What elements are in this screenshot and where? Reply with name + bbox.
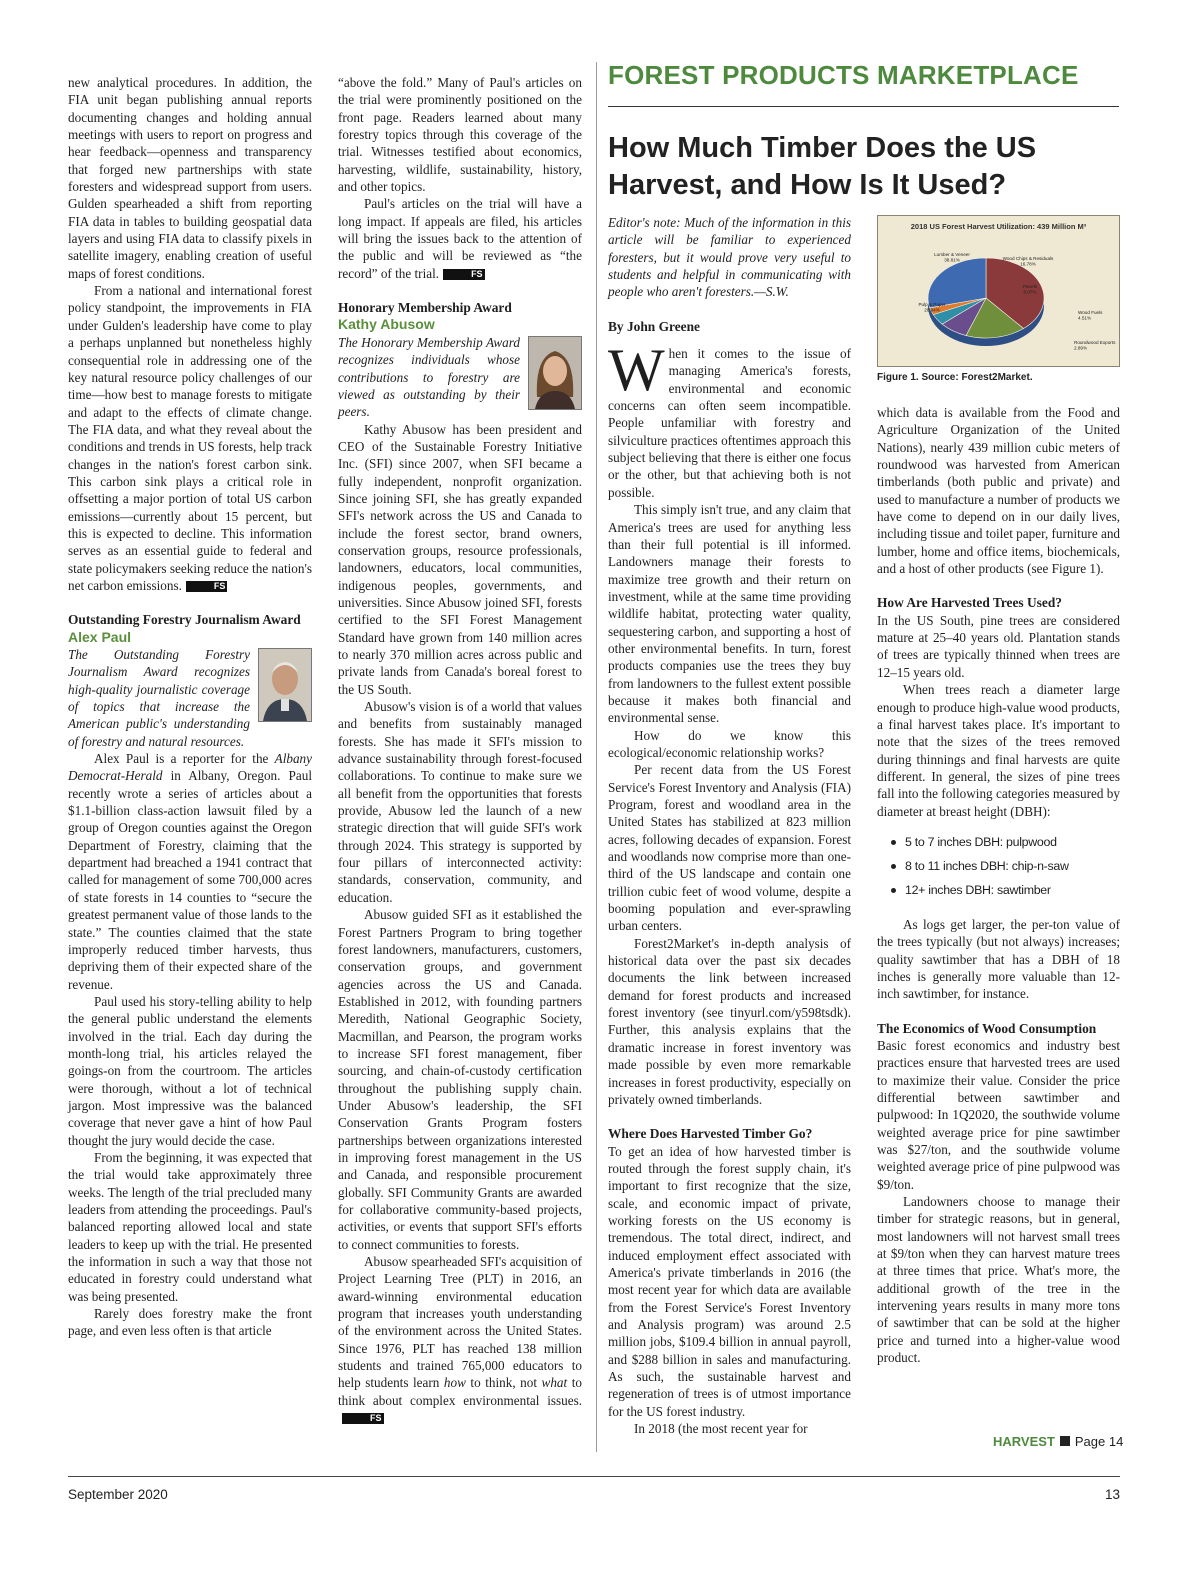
col1-paragraph: Alex Paul is a reporter for the Albany Democrat-Herald in Albany, Oregon. Paul recently wrote a series of articles about a $1.1-billion class-action lawsuit filed by a group of Oregon counties against the Oregon Department of Forestry, claiming that the department had breached a 1941 contract that called for management of some 700,000 acres of state forests in 14 counties to “secure the greatest permanent value of those lands to the state.” The counties claimed that the state improperly reduced timber harvests, thus depriving them of their expected share of the revenue. — [68, 751, 312, 992]
col2-paragraph: Abusow spearheaded SFI's acquisition of Project Learning Tree (PLT) in 2016, an award-winning environmental education program that increases youth understanding of the environment across the United States. Since 1976, PLT has reached 138 million students and trained 765,000 educators to help students learn how to think, not what to think about complex environmental issues.FS — [338, 1254, 582, 1424]
col2-paragraph: Paul's articles on the trial will have a long impact. If appeals are filed, his articles will bring the issues back to the attention of the public and will be reviewed as “the record” of the trial. FS — [338, 196, 582, 281]
col3-paragraph: How do we know this ecological/economic relationship works? — [608, 727, 851, 760]
subheading: How Are Harvested Trees Used? — [877, 595, 1062, 611]
kathy-abusow-photo — [528, 336, 582, 410]
chart-title: 2018 US Forest Harvest Utilization: 439 Million M³ — [910, 222, 1087, 231]
col4-paragraph: As logs get larger, the per-ton value of the trees typically (but not always) increases; quality sawtimber that has a DBH of 18 inches is generally more valuable than 12-inch sawtimber, for instance. — [877, 916, 1120, 1002]
subheading: The Economics of Wood Consumption — [877, 1020, 1097, 1036]
article-headline: How Much Timber Does the US Harvest, and How Is It Used? — [608, 132, 1037, 201]
col3-paragraph: In 2018 (the most recent year for — [634, 1421, 808, 1437]
list-item: 12+ inches DBH: sawtimber — [877, 878, 1120, 902]
footer-rule — [68, 1476, 1120, 1477]
col4-paragraph: Landowners choose to manage their timber for strategic reasons, but in general, most landowners will not harvest small trees at $9/ton when they can harvest mature trees at three times that price. What's more, the additional growth of the tree in the intervening years results in many more tons of sawtimber that can be sold at the higher price and turned into a higher-value wood product. — [877, 1194, 1120, 1366]
col1-paragraph: new analytical procedures. In addition, the FIA unit began publishing annual reports documenting changes and holding annual meetings with users to report on progress and hear feedback—openness and transparency that forged new partnerships with state foresters and widespread support from users. Gulden spearheaded a shift from reporting FIA data in tables to building geospatial data layers and using FIA data to classify pixels in satellite imagery, enabling creation of useful maps of forest conditions. — [68, 75, 312, 281]
pie-label: Pulp & Paper 28.94% — [918, 302, 946, 313]
alex-paul-photo — [258, 648, 312, 722]
pie-label: Wood Chips & Residuals 16.78% — [1002, 256, 1054, 267]
col1-paragraph: Rarely does forestry make the front page, and even less often is that article — [68, 1306, 312, 1339]
fs-end-mark: FS — [443, 269, 485, 280]
continue-section-label: HARVEST — [993, 1434, 1055, 1449]
harvest-utilization-chart — [877, 215, 1120, 367]
col3-paragraph: To get an idea of how harvested timber is routed through the forest supply chain, it's important to first recognize that the size, scale, and economic impact of private, working forests on the US economy is tremendous. The total direct, indirect, and induced employment effect associated with America's private timberlands in 2016 (the most recent year for which data are available from the Forest Service's Forest Inventory and Analysis program) was around 2.5 million jobs, $109.4 billion in annual payroll, and $288 billion in sales and manufacturing. As such, the sustainable harvest and regeneration of trees is of utmost importance for the US forest industry. — [608, 1143, 851, 1419]
editors-note: Editor's note: Much of the information in this article will be familiar to experienced foresters, but it would prove very useful to students and helpful in communicating with people who aren't foresters.—S.W. — [608, 215, 851, 300]
col3-paragraph: Forest2Market's in-depth analysis of historical data over the past six decades documents the link between increased demand for forest products and increased forest inventory (see tinyurl.com/y598tsdk). Further, this analysis explains that the dramatic increase in forest inventory was made possible by even more remarkable increases in forest productivity, especially on privately owned timberlands. — [608, 935, 851, 1107]
col3-paragraph: This simply isn't true, and any claim that America's trees are used for anything less than their full potential is ill informed. Landowners manage their forests to maximize tree growth and their return on investment, while at the same time providing wildlife habitat, protecting water quality, sequestering carbon, and supporting a host of other environmental benefits. In turn, forest products companies use the trees they buy from landowners to the fullest extent possible because it makes both financial and environmental sense. — [608, 502, 851, 726]
pie-label: Wood Fuels 4.51% — [1078, 310, 1103, 321]
col3-lead-paragraph: When it comes to the issue of managing America's forests, environmental and economic concerns can often seem incompatible. People unfamiliar with forestry and silviculture practices oftentimes approach this subject believing that there is either one focus or the other, but that achieving both is not possible. — [608, 337, 851, 500]
award-recipient-name: Kathy Abusow — [338, 316, 435, 333]
award-description: The Honorary Membership Award recognizes individuals whose contributions to forestry are viewed as outstanding by their peers. — [338, 334, 520, 420]
page-number: 13 — [1104, 1487, 1120, 1502]
award-recipient-name: Alex Paul — [68, 628, 132, 645]
col3-paragraph: Per recent data from the US Forest Service's Forest Inventory and Analysis (FIA) Program, forest and woodland area in the United States has stabilized at 823 million acres, following decades of expansion. Forest and woodlands now comprise more than one-third of the US landscape and contain one trillion cubic feet of wood volume, despite a booming population and ever-sprawling urban centers. — [608, 762, 851, 934]
continue-page-label: Page 14 — [1074, 1434, 1124, 1449]
pie-chart — [878, 216, 1119, 366]
fs-end-mark: FS — [186, 581, 228, 592]
column-4 — [877, 404, 1120, 1367]
pie-label: Roundwood Exports 2.89% — [1074, 340, 1116, 351]
col4-paragraph: When trees reach a diameter large enough to produce high-value wood products, a final harvest takes place. It's important to note that the sizes of the trees removed during thinnings and final harvests are quite different. In general, the sizes of pine trees fall into the following categories measured by diameter at breast height (DBH): — [877, 682, 1120, 819]
dbh-category-list — [877, 830, 1120, 902]
col2-paragraph: Abusow's vision is of a world that values and benefits from sustainably managed forests. She has made it SFI's mission to advance sustainability through forest-focused collaborations. To continue to make sure we all benefit from the opportunities that forests provide, Abusow led the launch of a new strategic direction that will guide SFI's work through 2024. This strategy is supported by four pillars of interconnected activity: standards, conservation, community, and education. — [338, 699, 582, 905]
fs-end-mark: FS — [342, 1413, 384, 1424]
col1-paragraph: Paul used his story-telling ability to help the general public understand the elements involved in the trial. Each day during the month-long trial, his articles relayed the goings-on from the courtroom. The articles were thorough, without a lot of technical jargon. Most impressive was the balanced coverage that never gave a hint of how Paul thought the jury would decide the case. — [68, 993, 312, 1148]
section-title-rule — [608, 106, 1119, 107]
award-heading: Honorary Membership Award — [338, 300, 512, 316]
col2-paragraph: “above the fold.” Many of Paul's articles on the trial were prominently positioned on the front page. Readers learned about many forestry topics through this coverage of the trial. Witnesses testified about economics, harvesting, wildlife, sustainability, history, and other topics. — [338, 75, 582, 195]
col4-paragraph: which data is available from the Food and Agriculture Organization of the United Nations), nearly 439 million cubic meters of roundwood was harvested from American timberlands (both public and private) and used to manufacture a number of products we have come to depend on in our daily lives, including tissue and toilet paper, furniture and lumber, home and office items, biochemicals, and a host of other products (see Figure 1). — [877, 405, 1121, 577]
pie-label: Panels 8.07% — [1022, 284, 1038, 295]
col2-paragraph: Abusow guided SFI as it established the Forest Partners Program to bring together forest landowners, manufacturers, customers, conservation groups, and government agencies across the US and Canada. Established in 2012, with founding partners Meredith, National Geographic Society, Macmillan, and Pearson, the program works to increase SFI forest management, fiber sourcing, and chain-of-custody certification throughout the publishing supply chain. Under Abusow's leadership, the SFI Conservation Grants Program fosters partnerships between organizations interested in improving forest management in the US and Canada, and responsible procurement globally. SFI Community Grants are awarded for collaborative community-based projects, activities, or events that support SFI's efforts to connect communities to forests. — [338, 907, 582, 1252]
footer-date: September 2020 — [68, 1487, 168, 1502]
col2-paragraph: Kathy Abusow has been president and CEO of the Sustainable Forestry Initiative Inc. (SFI) since 2007, when SFI became a fully independent, nonprofit organization. Since joining SFI, she has greatly expanded SFI's network across the US and Canada to include the forest sector, brand owners, conservation groups, resource professionals, landowners, educators, local communities, indigenous peoples, governments, and universities. Since Abusow joined SFI, forests certified to the SFI Forest Management Standard have grown from 140 million acres to nearly 370 million acres across public and private lands from Canada's boreal forest to the US South. — [338, 421, 582, 697]
list-item: 5 to 7 inches DBH: pulpwood — [877, 830, 1120, 854]
column-3 — [608, 214, 851, 1437]
section-title: FOREST PRODUCTS MARKETPLACE — [608, 60, 1079, 90]
byline: By John Greene — [608, 318, 701, 334]
column-2 — [338, 74, 582, 1426]
continued-on-page — [993, 1434, 1124, 1449]
list-item: 8 to 11 inches DBH: chip-n-saw — [877, 854, 1120, 878]
column-divider — [596, 62, 597, 1452]
col1-paragraph: From a national and international forest policy standpoint, the improvements in FIA under Gulden's leadership have come to play a perhaps unplanned but nonetheless highly consequential role in addressing one of the key natural resource policy challenges of our time—how best to manage forests to mitigate and adapt to the effects of climate change. The FIA data, and what they reveal about the conditions and trends in US forests, help track changes in the nation's forest carbon sink. This carbon sink plays a critical role in offsetting a major portion of total US carbon emissions—currently about 15 percent, but this is expected to decline. This information serves as an essential guide to federal and state policymakers seeking reduce the nation's net carbon emissions. FS — [68, 283, 312, 593]
col4-paragraph: Basic forest economics and industry best practices ensure that harvested trees are used to maximize their value. Consider the price differential between sawtimber and pulpwood: In 1Q2020, the southwide volume weighted average price for pine sawtimber was $27/ton, and the southwide volume weighted average price of pine pulpwood was $9/ton. — [877, 1037, 1120, 1192]
award-heading: Outstanding Forestry Journalism Award — [68, 612, 301, 628]
col1-paragraph: From the beginning, it was expected that the trial would take approximately three weeks. The length of the trial precluded many leaders from attending the proceedings. Paul's balanced reporting allowed local and state leaders to keep up with the trial. He presented the information in such a way that those not educated in forestry could understand what was being presented. — [68, 1149, 312, 1304]
figure-caption: Figure 1. Source: Forest2Market. — [877, 372, 1033, 383]
award-description: The Outstanding Forestry Journalism Award recognizes high-quality journalistic coverage of topics that increase the American public's understanding of forestry and natural resources. — [68, 647, 250, 749]
square-bullet-icon — [1060, 1436, 1070, 1446]
subheading: Where Does Harvested Timber Go? — [608, 1126, 813, 1142]
drop-cap: W — [608, 337, 665, 404]
pie-label: Lumber & Veneer 38.81% — [934, 252, 970, 263]
column-1 — [68, 74, 312, 1340]
col4-paragraph: In the US South, pine trees are considered mature at 25–40 years old. Plantation stands of trees are typically thinned when trees are 12–15 years old. — [877, 612, 1120, 680]
